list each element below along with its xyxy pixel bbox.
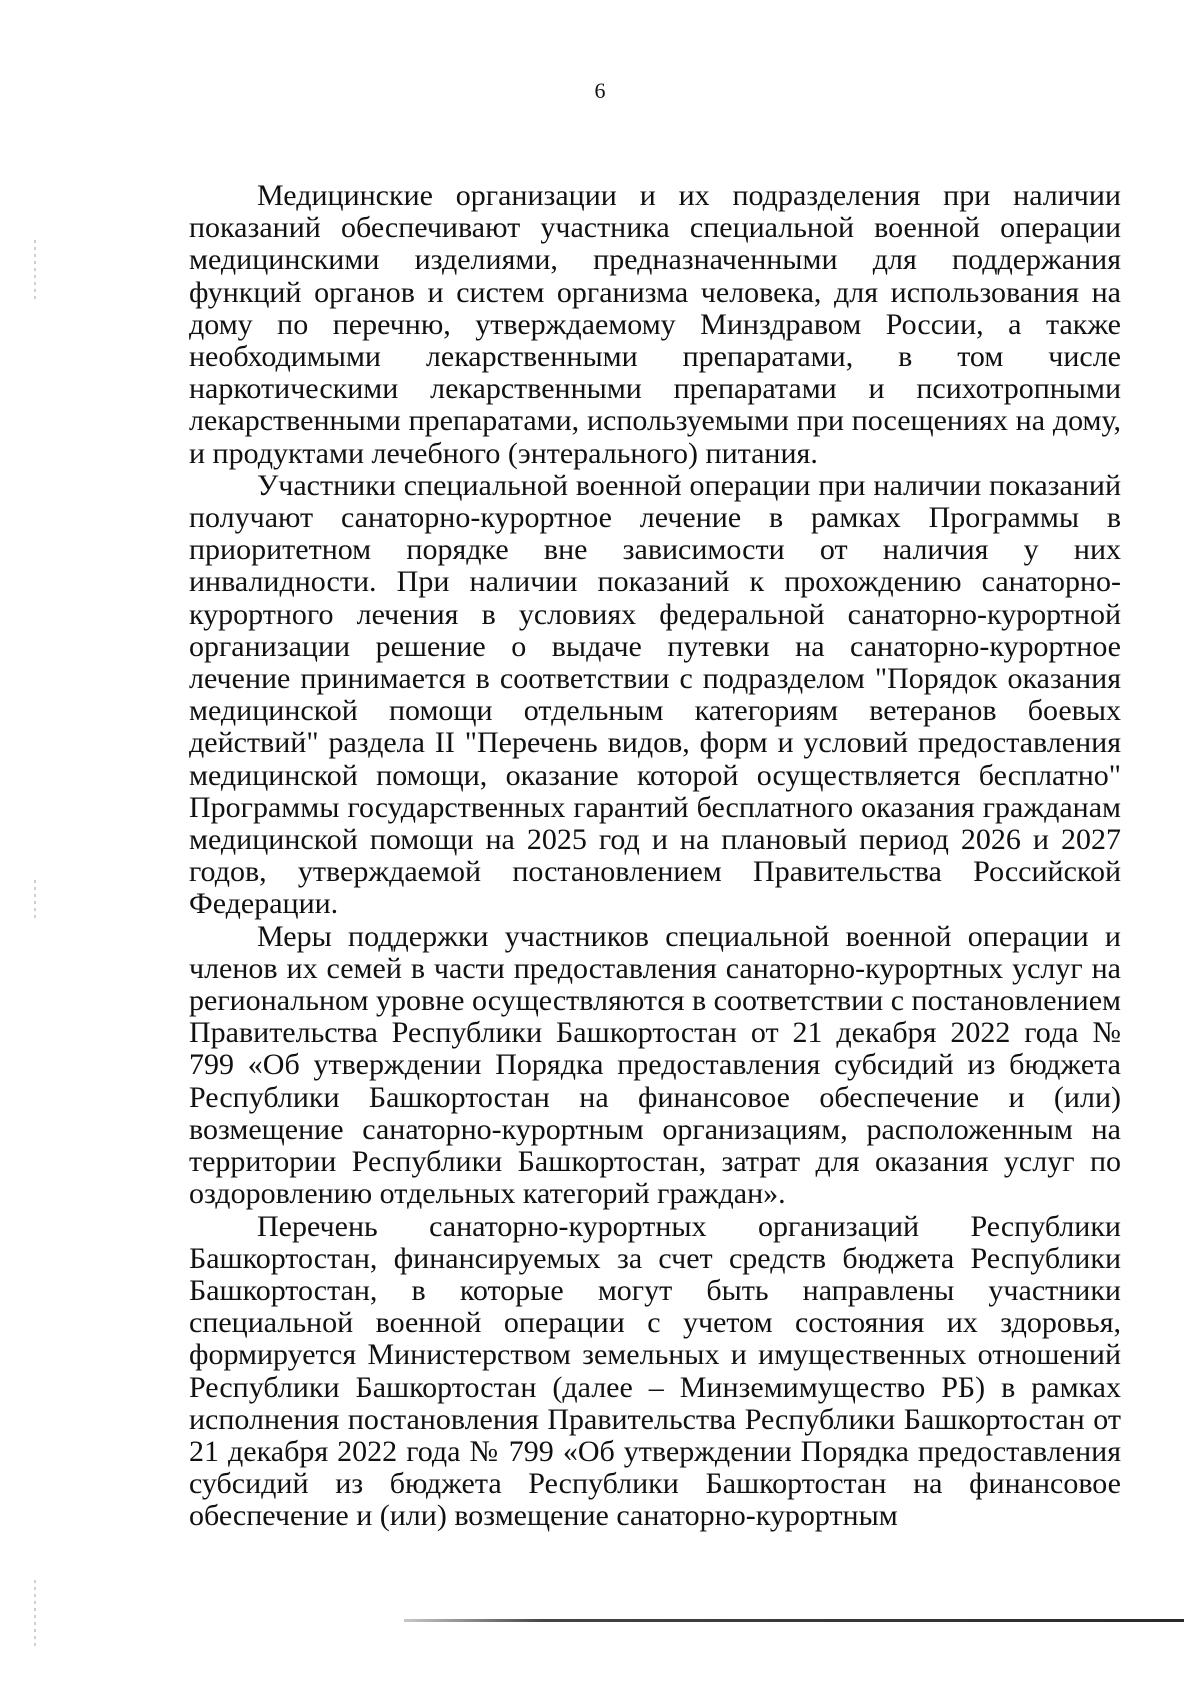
document-body: [189, 180, 1121, 1533]
paragraph-sanatorium-treatment: Участники специальной военной операции при наличии показаний получают санаторно-курортное лечение в рамках Программы в приоритетном порядке вне зависимости от наличия у них инвалидности. При наличии показаний к прохождению санаторно-курортного лечения в условиях федеральной санаторно-курортной организации решение о выдаче путевки на санаторно-курортное лечение принимается в соответствии с подразделом "Порядок оказания медицинской помощи отдельным категориям ветеранов боевых действий" раздела II "Перечень видов, форм и условий предоставления медицинской помощи, оказание которой осуществляется бесплатно" Программы государственных гарантий бесплатного оказания гражданам медицинской помощи на 2025 год и на плановый период 2026 и 2027 годов, утверждаемой постановлением Правительства Российской Федерации.: [189, 468, 1121, 921]
scan-artifact-marks: [34, 1580, 36, 1650]
scan-artifact-marks: [34, 240, 36, 300]
paragraph-medical-devices: Медицинские организации и их подразделения при наличии показаний обеспечивают участника специальной военной операции медицинскими изделиями, предназначенными для поддержания функций органов и систем организма человека, для использования на дому по перечню, утверждаемому Минздравом России, а также необходимыми лекарственными препаратами, в том числе наркотическими лекарственными препаратами и психотропными лекарственными препаратами, используемыми при посещениях на дому, и продуктами лечебного (энтерального) питания.: [189, 179, 1121, 470]
scan-artifact-marks: [34, 880, 36, 920]
page-number: 6: [594, 78, 606, 103]
paragraph-support-measures: Меры поддержки участников специальной военной операции и членов их семей в части предоставления санаторно-курортных услуг на региональном уровне осуществляются в соответствии с постановлением Правительства Республики Башкортостан от 21 декабря 2022 года № 799 «Об утверждении Порядка предоставления субсидий из бюджета Республики Башкортостан на финансовое обеспечение и (или) возмещение санаторно-курортным организациям, расположенным на территории Республики Башкортостан, затрат для оказания услуг по оздоровлению отдельных категорий граждан».: [189, 919, 1121, 1211]
paragraph-sanatorium-list: Перечень санаторно-курортных организаций Республики Башкортостан, финансируемых за счет средств бюджета Республики Башкортостан, в которые могут быть направлены участники специальной военной операции с учетом состояния их здоровья, формируется Министерством земельных и имущественных отношений Республики Башкортостан (далее – Минземимущество РБ) в рамках исполнения постановления Правительства Республики Башкортостан от 21 декабря 2022 года № 799 «Об утверждении Порядка предоставления субсидий из бюджета Республики Башкортостан на финансовое обеспечение и (или) возмещение санаторно-курортным: [189, 1209, 1121, 1533]
scan-bottom-line: [404, 1619, 1184, 1622]
